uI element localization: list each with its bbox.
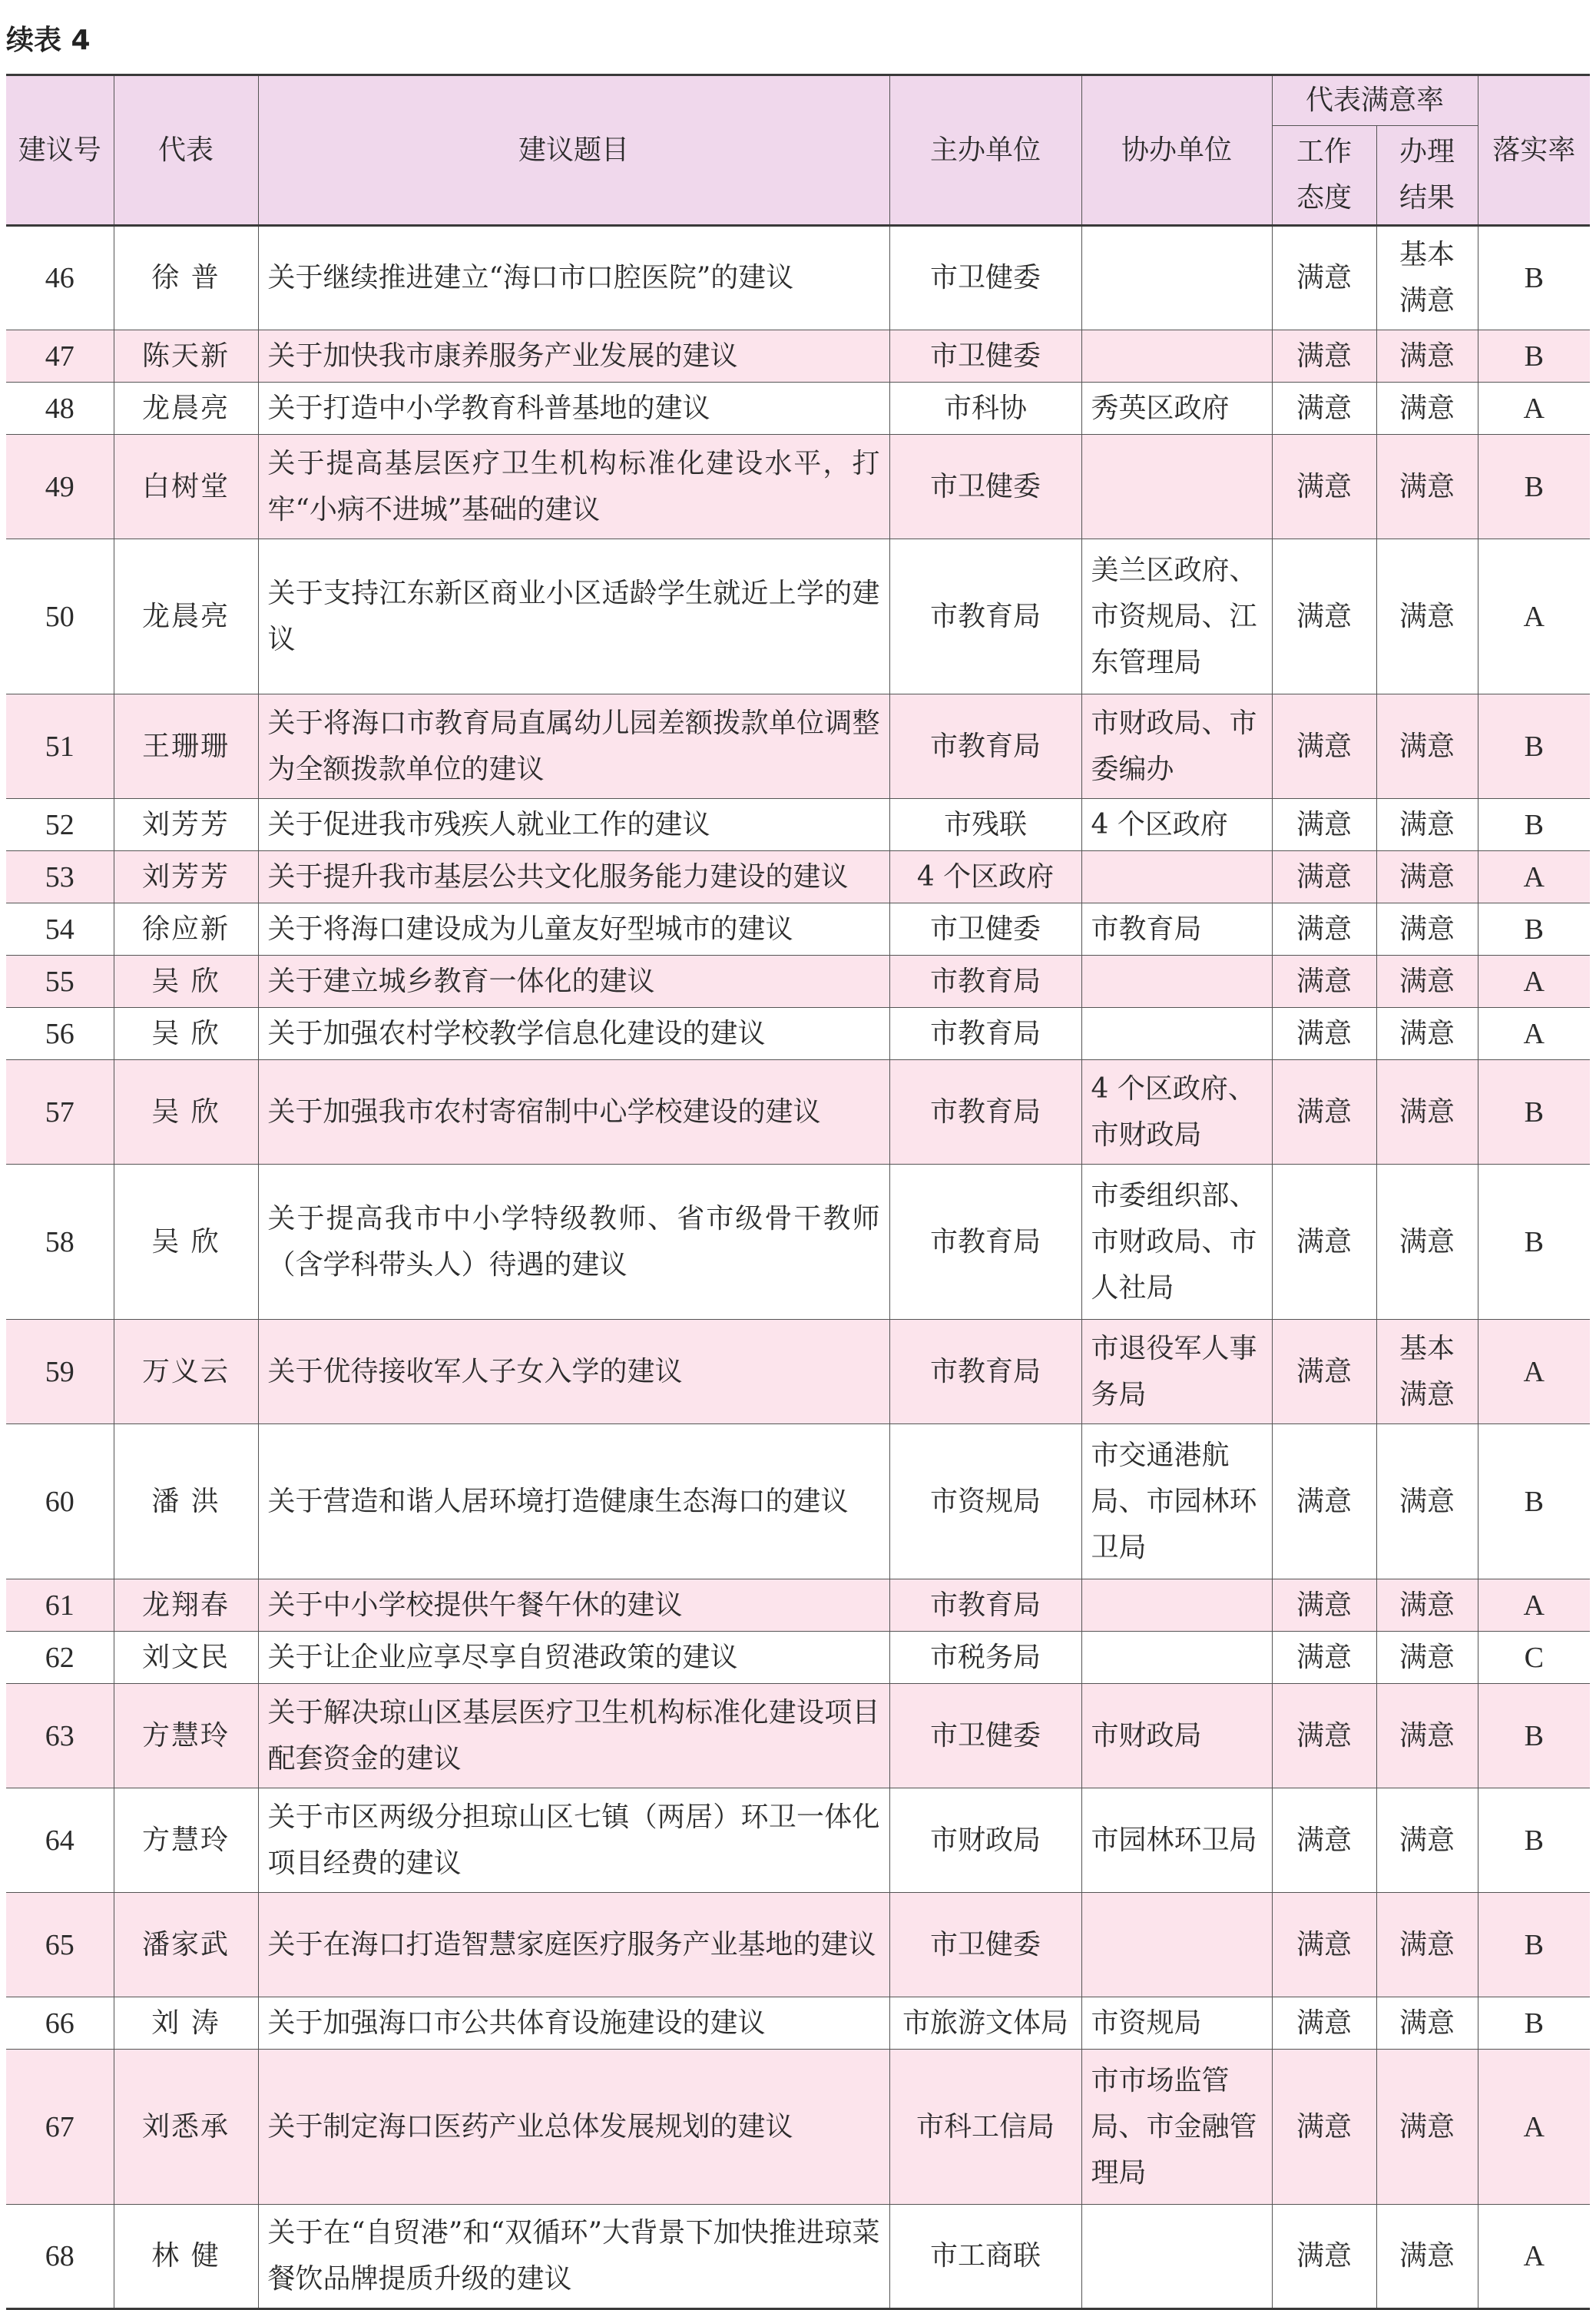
- cell-title: 关于支持江东新区商业小区适龄学生就近上学的建议: [258, 539, 889, 694]
- cell-title: 关于继续推进建立“海口市口腔医院”的建议: [258, 226, 889, 330]
- cell-rep: 万义云: [114, 1320, 258, 1424]
- cell-co-unit: 4 个区政府、市财政局: [1081, 1060, 1272, 1165]
- cell-attitude: 满意: [1272, 435, 1376, 539]
- table-row: [6, 2050, 1590, 2205]
- cell-title: 关于建立城乡教育一体化的建议: [258, 956, 889, 1008]
- cell-rep: 刘芳芳: [114, 851, 258, 903]
- table-row: [6, 539, 1590, 694]
- cell-attitude: 满意: [1272, 1788, 1376, 1893]
- table-row: [6, 1893, 1590, 1997]
- cell-title: 关于将海口市教育局直属幼儿园差额拨款单位调整为全额拨款单位的建议: [258, 694, 889, 799]
- cell-co-unit: 秀英区政府: [1081, 383, 1272, 435]
- cell-implementation: B: [1478, 903, 1590, 956]
- cell-no: 51: [6, 694, 114, 799]
- cell-main-unit: 市资规局: [889, 1424, 1081, 1579]
- cell-attitude: 满意: [1272, 1579, 1376, 1632]
- cell-result: 满意: [1376, 435, 1478, 539]
- cell-result: 满意: [1376, 539, 1478, 694]
- cell-attitude: 满意: [1272, 2205, 1376, 2309]
- cell-title: 关于提高基层医疗卫生机构标准化建设水平，打牢“小病不进城”基础的建议: [258, 435, 889, 539]
- cell-rep: 方慧玲: [114, 1684, 258, 1788]
- cell-co-unit: 市财政局: [1081, 1684, 1272, 1788]
- cell-main-unit: 市教育局: [889, 1165, 1081, 1320]
- cell-main-unit: 市教育局: [889, 1579, 1081, 1632]
- table-row: [6, 956, 1590, 1008]
- cell-no: 57: [6, 1060, 114, 1165]
- cell-rep: 刘 涛: [114, 1997, 258, 2050]
- cell-main-unit: 市卫健委: [889, 330, 1081, 383]
- cell-attitude: 满意: [1272, 799, 1376, 851]
- cell-result: 满意: [1376, 1788, 1478, 1893]
- table-row: [6, 1632, 1590, 1684]
- cell-attitude: 满意: [1272, 226, 1376, 330]
- cell-co-unit: 市资规局: [1081, 1997, 1272, 2050]
- cell-rep: 刘悉承: [114, 2050, 258, 2205]
- cell-rep: 吴 欣: [114, 1165, 258, 1320]
- cell-main-unit: 市教育局: [889, 694, 1081, 799]
- cell-result: 满意: [1376, 1893, 1478, 1997]
- cell-rep: 王珊珊: [114, 694, 258, 799]
- cell-implementation: B: [1478, 330, 1590, 383]
- cell-implementation: B: [1478, 1684, 1590, 1788]
- cell-co-unit: 市退役军人事务局: [1081, 1320, 1272, 1424]
- cell-attitude: 满意: [1272, 383, 1376, 435]
- cell-no: 47: [6, 330, 114, 383]
- cell-implementation: B: [1478, 1997, 1590, 2050]
- cell-result: 满意: [1376, 903, 1478, 956]
- cell-implementation: B: [1478, 799, 1590, 851]
- cell-attitude: 满意: [1272, 1997, 1376, 2050]
- cell-title: 关于在海口打造智慧家庭医疗服务产业基地的建议: [258, 1893, 889, 1997]
- header-implementation: 落实率: [1478, 75, 1590, 226]
- cell-no: 58: [6, 1165, 114, 1320]
- cell-main-unit: 市卫健委: [889, 1684, 1081, 1788]
- cell-implementation: A: [1478, 383, 1590, 435]
- table-row: [6, 851, 1590, 903]
- cell-co-unit: [1081, 851, 1272, 903]
- cell-result: 满意: [1376, 1424, 1478, 1579]
- cell-title: 关于优待接收军人子女入学的建议: [258, 1320, 889, 1424]
- table-header: [6, 75, 1590, 226]
- cell-result: 满意: [1376, 1060, 1478, 1165]
- cell-attitude: 满意: [1272, 1320, 1376, 1424]
- cell-implementation: B: [1478, 694, 1590, 799]
- cell-implementation: A: [1478, 956, 1590, 1008]
- cell-no: 64: [6, 1788, 114, 1893]
- cell-rep: 龙翔春: [114, 1579, 258, 1632]
- cell-result: 满意: [1376, 1165, 1478, 1320]
- cell-implementation: A: [1478, 2050, 1590, 2205]
- cell-main-unit: 市卫健委: [889, 435, 1081, 539]
- cell-title: 关于中小学校提供午餐午休的建议: [258, 1579, 889, 1632]
- cell-result: 满意: [1376, 1632, 1478, 1684]
- cell-rep: 潘 洪: [114, 1424, 258, 1579]
- cell-rep: 徐应新: [114, 903, 258, 956]
- cell-rep: 龙晨亮: [114, 539, 258, 694]
- cell-result: 基本 满意: [1376, 226, 1478, 330]
- cell-attitude: 满意: [1272, 851, 1376, 903]
- cell-rep: 吴 欣: [114, 956, 258, 1008]
- cell-title: 关于提高我市中小学特级教师、省市级骨干教师（含学科带头人）待遇的建议: [258, 1165, 889, 1320]
- cell-attitude: 满意: [1272, 539, 1376, 694]
- table-row: [6, 1684, 1590, 1788]
- cell-title: 关于加强农村学校教学信息化建设的建议: [258, 1008, 889, 1060]
- cell-rep: 吴 欣: [114, 1008, 258, 1060]
- cell-title: 关于加快我市康养服务产业发展的建议: [258, 330, 889, 383]
- cell-co-unit: [1081, 1008, 1272, 1060]
- table-row: [6, 1579, 1590, 1632]
- cell-no: 54: [6, 903, 114, 956]
- cell-title: 关于加强我市农村寄宿制中心学校建设的建议: [258, 1060, 889, 1165]
- proposal-table: [6, 74, 1590, 2310]
- table-row: [6, 1788, 1590, 1893]
- cell-co-unit: 美兰区政府、市资规局、江东管理局: [1081, 539, 1272, 694]
- cell-rep: 潘家武: [114, 1893, 258, 1997]
- cell-no: 52: [6, 799, 114, 851]
- table-body: [6, 226, 1590, 2309]
- cell-title: 关于促进我市残疾人就业工作的建议: [258, 799, 889, 851]
- cell-result: 满意: [1376, 2205, 1478, 2309]
- cell-implementation: B: [1478, 1788, 1590, 1893]
- cell-no: 55: [6, 956, 114, 1008]
- cell-result: 满意: [1376, 2050, 1478, 2205]
- cell-attitude: 满意: [1272, 694, 1376, 799]
- cell-no: 60: [6, 1424, 114, 1579]
- cell-co-unit: 市财政局、市委编办: [1081, 694, 1272, 799]
- cell-no: 59: [6, 1320, 114, 1424]
- cell-main-unit: 市旅游文体局: [889, 1997, 1081, 2050]
- cell-main-unit: 市残联: [889, 799, 1081, 851]
- cell-attitude: 满意: [1272, 1632, 1376, 1684]
- cell-result: 满意: [1376, 1997, 1478, 2050]
- cell-implementation: A: [1478, 2205, 1590, 2309]
- cell-result: 满意: [1376, 956, 1478, 1008]
- cell-title: 关于提升我市基层公共文化服务能力建设的建议: [258, 851, 889, 903]
- cell-no: 65: [6, 1893, 114, 1997]
- cell-title: 关于加强海口市公共体育设施建设的建议: [258, 1997, 889, 2050]
- cell-attitude: 满意: [1272, 1008, 1376, 1060]
- cell-result: 满意: [1376, 383, 1478, 435]
- cell-title: 关于制定海口医药产业总体发展规划的建议: [258, 2050, 889, 2205]
- table-row: [6, 1165, 1590, 1320]
- cell-title: 关于在“自贸港”和“双循环”大背景下加快推进琼菜餐饮品牌提质升级的建议: [258, 2205, 889, 2309]
- cell-result: 满意: [1376, 694, 1478, 799]
- cell-implementation: A: [1478, 1579, 1590, 1632]
- table-row: [6, 1320, 1590, 1424]
- cell-co-unit: 市教育局: [1081, 903, 1272, 956]
- cell-main-unit: 市科协: [889, 383, 1081, 435]
- cell-result: 满意: [1376, 799, 1478, 851]
- header-main-unit: 主办单位: [889, 75, 1081, 226]
- table-row: [6, 2205, 1590, 2309]
- cell-implementation: B: [1478, 1893, 1590, 1997]
- cell-main-unit: 4 个区政府: [889, 851, 1081, 903]
- cell-rep: 陈天新: [114, 330, 258, 383]
- cell-main-unit: 市工商联: [889, 2205, 1081, 2309]
- cell-main-unit: 市教育局: [889, 1060, 1081, 1165]
- cell-implementation: A: [1478, 1008, 1590, 1060]
- cell-result: 满意: [1376, 1684, 1478, 1788]
- cell-no: 61: [6, 1579, 114, 1632]
- cell-title: 关于营造和谐人居环境打造健康生态海口的建议: [258, 1424, 889, 1579]
- cell-no: 62: [6, 1632, 114, 1684]
- header-title: 建议题目: [258, 75, 889, 226]
- cell-rep: 吴 欣: [114, 1060, 258, 1165]
- cell-attitude: 满意: [1272, 1424, 1376, 1579]
- cell-main-unit: 市卫健委: [889, 226, 1081, 330]
- cell-main-unit: 市财政局: [889, 1788, 1081, 1893]
- cell-no: 53: [6, 851, 114, 903]
- cell-result: 满意: [1376, 1579, 1478, 1632]
- table-row: [6, 1008, 1590, 1060]
- header-result: 办理 结果: [1376, 126, 1478, 226]
- cell-title: 关于市区两级分担琼山区七镇（两居）环卫一体化项目经费的建议: [258, 1788, 889, 1893]
- cell-co-unit: [1081, 2205, 1272, 2309]
- header-attitude: 工作 态度: [1272, 126, 1376, 226]
- cell-co-unit: [1081, 1893, 1272, 1997]
- cell-no: 48: [6, 383, 114, 435]
- cell-no: 67: [6, 2050, 114, 2205]
- cell-implementation: B: [1478, 435, 1590, 539]
- cell-rep: 刘文民: [114, 1632, 258, 1684]
- cell-co-unit: [1081, 435, 1272, 539]
- cell-co-unit: [1081, 226, 1272, 330]
- table-row: [6, 1060, 1590, 1165]
- cell-attitude: 满意: [1272, 1060, 1376, 1165]
- cell-co-unit: [1081, 1579, 1272, 1632]
- cell-implementation: B: [1478, 1424, 1590, 1579]
- cell-main-unit: 市教育局: [889, 1320, 1081, 1424]
- cell-rep: 龙晨亮: [114, 383, 258, 435]
- cell-title: 关于让企业应享尽享自贸港政策的建议: [258, 1632, 889, 1684]
- cell-title: 关于将海口建设成为儿童友好型城市的建议: [258, 903, 889, 956]
- cell-co-unit: [1081, 956, 1272, 1008]
- header-co-unit: 协办单位: [1081, 75, 1272, 226]
- cell-main-unit: 市卫健委: [889, 903, 1081, 956]
- cell-no: 56: [6, 1008, 114, 1060]
- cell-main-unit: 市教育局: [889, 956, 1081, 1008]
- cell-implementation: C: [1478, 1632, 1590, 1684]
- cell-attitude: 满意: [1272, 1893, 1376, 1997]
- cell-result: 基本 满意: [1376, 1320, 1478, 1424]
- cell-co-unit: [1081, 1632, 1272, 1684]
- cell-attitude: 满意: [1272, 1165, 1376, 1320]
- table-row: [6, 383, 1590, 435]
- cell-main-unit: 市教育局: [889, 539, 1081, 694]
- table-row: [6, 799, 1590, 851]
- table-caption: 续表 4: [6, 25, 91, 56]
- header-no: 建议号: [6, 75, 114, 226]
- cell-result: 满意: [1376, 1008, 1478, 1060]
- table-row: [6, 226, 1590, 330]
- cell-rep: 白树堂: [114, 435, 258, 539]
- cell-implementation: B: [1478, 1165, 1590, 1320]
- cell-implementation: B: [1478, 1060, 1590, 1165]
- table-row: [6, 903, 1590, 956]
- cell-main-unit: 市科工信局: [889, 2050, 1081, 2205]
- cell-attitude: 满意: [1272, 1684, 1376, 1788]
- cell-co-unit: 市园林环卫局: [1081, 1788, 1272, 1893]
- cell-co-unit: 市市场监管局、市金融管理局: [1081, 2050, 1272, 2205]
- cell-rep: 徐 普: [114, 226, 258, 330]
- cell-no: 49: [6, 435, 114, 539]
- cell-attitude: 满意: [1272, 2050, 1376, 2205]
- table-row: [6, 694, 1590, 799]
- header-satisfaction: 代表满意率: [1272, 75, 1478, 126]
- table-row: [6, 330, 1590, 383]
- table-row: [6, 1997, 1590, 2050]
- cell-co-unit: 市交通港航局、市园林环卫局: [1081, 1424, 1272, 1579]
- table-row: [6, 1424, 1590, 1579]
- cell-attitude: 满意: [1272, 903, 1376, 956]
- cell-no: 63: [6, 1684, 114, 1788]
- cell-attitude: 满意: [1272, 330, 1376, 383]
- cell-main-unit: 市卫健委: [889, 1893, 1081, 1997]
- cell-co-unit: [1081, 330, 1272, 383]
- cell-main-unit: 市税务局: [889, 1632, 1081, 1684]
- table-row: [6, 435, 1590, 539]
- cell-no: 68: [6, 2205, 114, 2309]
- cell-implementation: A: [1478, 539, 1590, 694]
- cell-co-unit: 市委组织部、市财政局、市人社局: [1081, 1165, 1272, 1320]
- cell-title: 关于解决琼山区基层医疗卫生机构标准化建设项目配套资金的建议: [258, 1684, 889, 1788]
- cell-co-unit: 4 个区政府: [1081, 799, 1272, 851]
- header-rep: 代表: [114, 75, 258, 226]
- cell-no: 66: [6, 1997, 114, 2050]
- cell-main-unit: 市教育局: [889, 1008, 1081, 1060]
- cell-result: 满意: [1376, 330, 1478, 383]
- cell-rep: 刘芳芳: [114, 799, 258, 851]
- cell-title: 关于打造中小学教育科普基地的建议: [258, 383, 889, 435]
- cell-result: 满意: [1376, 851, 1478, 903]
- cell-attitude: 满意: [1272, 956, 1376, 1008]
- cell-rep: 林 健: [114, 2205, 258, 2309]
- cell-implementation: A: [1478, 851, 1590, 903]
- cell-rep: 方慧玲: [114, 1788, 258, 1893]
- cell-no: 50: [6, 539, 114, 694]
- cell-implementation: B: [1478, 226, 1590, 330]
- cell-implementation: A: [1478, 1320, 1590, 1424]
- cell-no: 46: [6, 226, 114, 330]
